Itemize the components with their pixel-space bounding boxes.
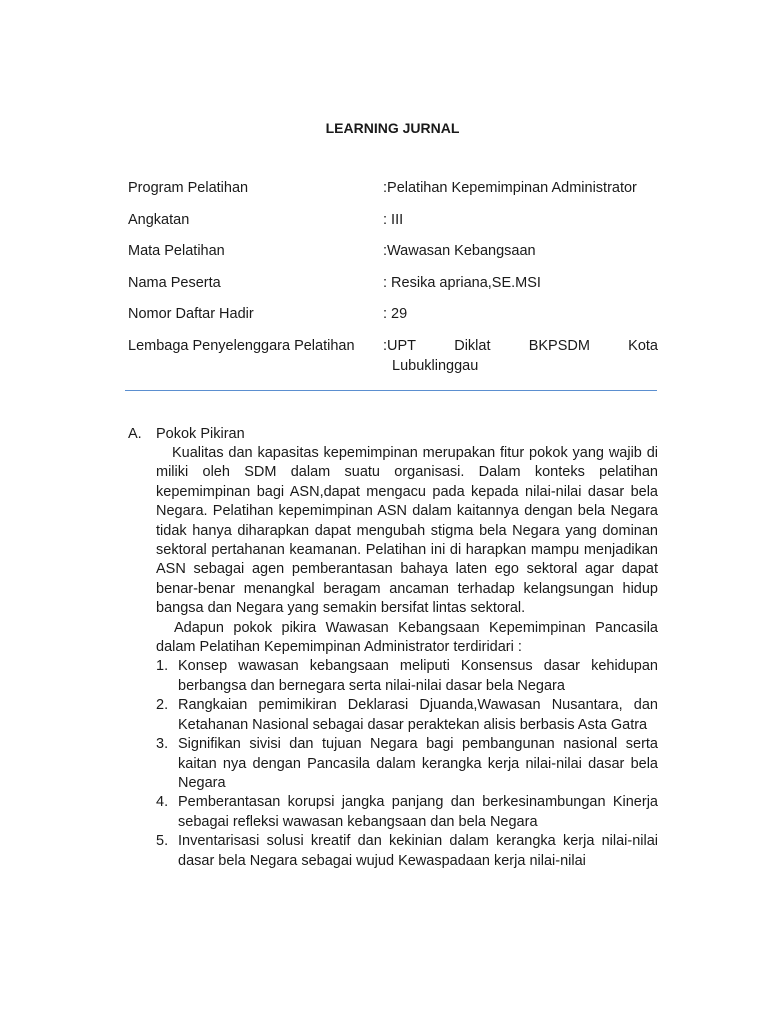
list-number: 4. bbox=[156, 794, 169, 811]
meta-value: : 29 bbox=[383, 306, 408, 322]
list-number: 3. bbox=[156, 736, 169, 753]
meta-row-mata-pelatihan bbox=[128, 243, 658, 275]
meta-value bbox=[383, 338, 658, 354]
section-letter: A. bbox=[128, 426, 142, 442]
list-item-text: Rangkaian pemimikiran Deklarasi Djuanda,Wawasan Nusantara, dan Ketahanan Nasional sebagai dasar peraktekan alisis berbasis Asta Gatra bbox=[178, 697, 658, 733]
meta-row-lembaga bbox=[128, 337, 658, 374]
meta-row-angkatan bbox=[128, 212, 658, 244]
meta-row-nomor-daftar-hadir bbox=[128, 306, 658, 338]
list-item bbox=[156, 657, 658, 696]
meta-value-continuation: Lubuklinggau bbox=[392, 357, 479, 374]
list-item-text: Inventarisasi solusi kreatif dan kekinian dalam kerangka kerja nilai-nilai dasar bela Negara sebagai wujud Kewaspadaan kerja nilai-nilai bbox=[178, 833, 658, 869]
list-number: 2. bbox=[156, 697, 169, 714]
meta-value: :Wawasan Kebangsaan bbox=[383, 243, 536, 259]
meta-value-word: Diklat bbox=[454, 337, 491, 354]
document-title: LEARNING JURNAL bbox=[325, 120, 460, 136]
list-item-text: Pemberantasan korupsi jangka panjang dan berkesinambungan Kinerja sebagai refleksi wawasan kebangsaan dan bela Negara bbox=[178, 794, 658, 830]
meta-row-program bbox=[128, 180, 658, 212]
meta-value-word: BKPSDM bbox=[528, 337, 590, 354]
meta-label: Program Pelatihan bbox=[128, 180, 249, 196]
section-heading bbox=[128, 424, 658, 444]
section-pokok-pikiran bbox=[128, 424, 658, 871]
meta-label: Lembaga Penyelenggara Pelatihan bbox=[128, 337, 355, 354]
list-item-text: Konsep wawasan kebangsaan meliputi Konsensus dasar kehidupan berbangsa dan bernegara serta nilai-nilai dasar bela Negara bbox=[178, 658, 658, 694]
list-item-text: Signifikan sivisi dan tujuan Negara bagi pembangunan nasional serta kaitan nya dengan Pancasila dalam kerangka kerja nilai-nilai dasar bela Negara bbox=[178, 736, 658, 791]
section-body bbox=[156, 444, 658, 871]
meta-value: :Pelatihan Kepemimpinan Administrator bbox=[383, 180, 637, 196]
meta-value-word: :UPT bbox=[383, 337, 417, 354]
paragraph: Kualitas dan kapasitas kepemimpinan merupakan fitur pokok yang wajib di miliki oleh SDM dalam suatu organisasi. Dalam konteks pelatihan kepemimpinan bagi ASN,dapat mengacu pada kepada nilai-nilai dasar bela Negara. Pelatihan kepemimpinan ASN dalam kaitannya dengan bela Negara tidak hanya diharapkan dapat mengubah stigma bela Negara yang dominan sektoral pertahanan keamanan. Pelatihan ini di harapkan mampu menjadikan ASN sebagai agen pemberantasan bahaya laten ego sektoral agar dapat benar-benar menangkal beragam ancaman terhadap kelangsungan hidup bangsa dan Negara yang semakin bersifat lintas sektoral. bbox=[156, 445, 658, 617]
list-number: 1. bbox=[156, 658, 169, 675]
section-heading-text: Pokok Pikiran bbox=[156, 426, 245, 442]
meta-row-nama-peserta bbox=[128, 275, 658, 307]
list-item bbox=[156, 696, 658, 735]
list-number: 5. bbox=[156, 833, 169, 850]
horizontal-rule bbox=[125, 390, 657, 391]
identity-table bbox=[128, 180, 658, 374]
list-item bbox=[156, 735, 658, 793]
meta-value-word: Kota bbox=[628, 337, 658, 354]
paragraph: Adapun pokok pikira Wawasan Kebangsaan Kepemimpinan Pancasila dalam Pelatihan Kepemimpinan Administrator terdiridari : bbox=[156, 619, 658, 656]
numbered-list bbox=[156, 657, 658, 870]
list-item bbox=[156, 832, 658, 871]
meta-label: Angkatan bbox=[128, 211, 190, 228]
meta-label: Mata Pelatihan bbox=[128, 243, 225, 259]
meta-label: Nama Peserta bbox=[128, 274, 221, 291]
meta-value: : III bbox=[383, 211, 404, 228]
meta-value: : Resika apriana,SE.MSI bbox=[383, 274, 541, 291]
meta-label: Nomor Daftar Hadir bbox=[128, 306, 254, 322]
list-item bbox=[156, 793, 658, 832]
